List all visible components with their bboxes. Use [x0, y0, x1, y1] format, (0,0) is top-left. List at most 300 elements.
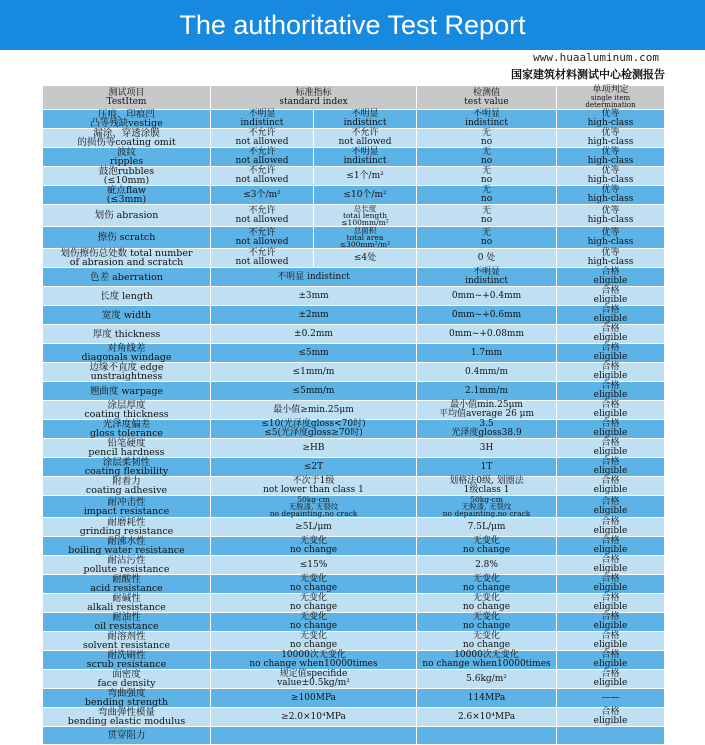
test-value-cell-line: 划格法0级, 划圈法 — [449, 476, 524, 486]
test-item-cell — [43, 325, 211, 344]
test-item-cell-line: 耐沸水性 — [107, 536, 146, 547]
test-value-cell-line: no change — [462, 583, 511, 593]
determination-cell — [557, 537, 665, 556]
test-item-cell — [43, 363, 211, 382]
determination-cell-line: 优等 — [601, 185, 620, 195]
test-item-cell-line: 擦伤 scratch — [97, 232, 156, 243]
test-item-cell-line: 压痕、印痕凹 — [97, 109, 155, 120]
test-value-cell — [417, 496, 557, 518]
test-value-cell-line: 无变化 — [473, 574, 501, 584]
test-value-cell-line: 5.6kg/m² — [466, 673, 507, 684]
standard-index-cell-line: 无变化 — [300, 536, 328, 546]
determination-cell-line: high-class — [587, 137, 634, 147]
test-value-cell-line: 不明显 — [473, 267, 501, 277]
standard-index-cell — [211, 227, 314, 249]
determination-cell-line: 合格 — [601, 457, 620, 467]
standard-index-cell — [211, 344, 417, 363]
table-row — [43, 363, 665, 382]
test-value-cell — [417, 287, 557, 306]
determination-cell — [557, 518, 665, 537]
determination-cell — [557, 148, 665, 167]
standard-index-cell — [314, 205, 417, 227]
standard-index-cell-line: 不允许 — [248, 248, 276, 258]
test-value-cell — [417, 613, 557, 632]
determination-cell-line: eligible — [593, 678, 628, 688]
determination-cell-line: eligible — [593, 716, 628, 726]
standard-index-cell-line: ≤100mm/m² — [341, 218, 389, 227]
determination-cell — [557, 401, 665, 420]
standard-index-cell-line: 无变化 — [300, 593, 328, 603]
standard-index-cell-line: 无变化 — [300, 612, 328, 622]
determination-cell-line: 合格 — [601, 381, 620, 391]
standard-index-cell-line: 不明显 indistinct — [277, 271, 350, 282]
table-row — [43, 439, 665, 458]
test-value-cell-line: 50kg·cm — [470, 495, 503, 504]
test-value-cell — [417, 727, 557, 745]
standard-index-cell — [211, 689, 417, 708]
test-value-cell-line: 无变化 — [473, 612, 501, 622]
test-item-cell — [43, 537, 211, 556]
test-value-cell-line: 10000次无变化 — [454, 650, 519, 660]
test-value-cell-line: 最小值min.25μm — [450, 400, 523, 410]
test-value-cell — [417, 325, 557, 344]
determination-cell-line: eligible — [593, 602, 628, 612]
test-item-cell-line: 铅笔硬度 — [107, 438, 146, 449]
test-value-cell-line: 光泽度gloss38.9 — [451, 428, 522, 438]
determination-cell — [557, 727, 665, 745]
test-item-cell-line: diagonals windage — [81, 352, 172, 363]
test-item-cell-line: 耐磨耗性 — [107, 517, 146, 528]
test-item-cell-line: scrub resistance — [86, 659, 167, 670]
standard-index-cell-line: not allowed — [235, 156, 289, 166]
report-title: The authoritative Test Report — [179, 10, 526, 40]
determination-cell-line: 合格 — [601, 305, 620, 315]
test-value-cell-line: 0 处 — [477, 252, 496, 263]
standard-index-cell-line: indistinct — [240, 118, 284, 128]
standard-index-cell-line: ≤2T — [303, 461, 324, 472]
test-item-cell-line: alkali resistance — [87, 602, 166, 613]
standard-index-cell — [211, 148, 314, 167]
table-row — [43, 344, 665, 363]
standard-index-cell-line: 50kg·cm — [297, 495, 330, 504]
standard-index-cell-line: 不允许 — [248, 227, 276, 238]
standard-index-cell — [211, 613, 417, 632]
test-item-cell-line: solvent resistance — [82, 640, 171, 651]
test-item-cell-line: 对角线差 — [107, 343, 146, 354]
test-item-cell — [43, 458, 211, 477]
test-item-cell-line: 耐洗刷性 — [107, 650, 146, 661]
standard-index-cell-line: no change — [289, 583, 338, 593]
table-row — [43, 420, 665, 439]
standard-index-cell — [314, 249, 417, 268]
test-value-cell-line: 7.5L/μm — [467, 521, 506, 532]
determination-cell-line: eligible — [593, 621, 628, 631]
test-value-cell — [417, 651, 557, 670]
test-item-cell-line: 波纹 — [116, 147, 136, 158]
test-item-cell-line: bending strength — [84, 697, 169, 708]
determination-cell-line: 优等 — [601, 128, 620, 138]
determination-cell-line: 合格 — [601, 343, 620, 353]
test-item-cell-line: 鼓泡rubbles — [98, 166, 155, 177]
determination-cell-line: eligible — [593, 526, 628, 536]
test-value-cell-line: no depainting,no crack — [442, 509, 531, 518]
table-row — [43, 670, 665, 689]
test-value-cell-line: 无变化 — [473, 536, 501, 546]
determination-cell-line: high-class — [587, 156, 634, 166]
table-row — [43, 148, 665, 167]
test-value-cell-line: 无变化 — [473, 631, 501, 641]
test-value-cell — [417, 306, 557, 325]
standard-index-cell — [211, 129, 314, 148]
standard-index-cell-line: not allowed — [235, 137, 289, 147]
standard-index-cell-line: ≤3个/m² — [243, 189, 281, 200]
table-row — [43, 594, 665, 613]
report-subtitle: 国家建筑材料测试中心检测报告 — [511, 68, 665, 81]
test-value-cell-line: 0mm~+0.6mm — [451, 309, 522, 320]
determination-cell-line: 合格 — [601, 612, 620, 622]
test-item-cell-line: coating flexibility — [84, 466, 169, 477]
determination-cell-line: 优等 — [601, 205, 620, 216]
test-value-cell-line: 0mm~+0.4mm — [451, 290, 522, 301]
table-row — [43, 556, 665, 575]
standard-index-cell-line: ≤1mm/m — [292, 366, 335, 377]
determination-cell-line: 合格 — [601, 631, 620, 641]
determination-cell — [557, 363, 665, 382]
determination-cell-line: eligible — [593, 659, 628, 669]
test-item-cell — [43, 496, 211, 518]
standard-index-cell — [211, 287, 417, 306]
standard-index-cell — [211, 205, 314, 227]
test-item-cell-line: grinding resistance — [79, 526, 174, 537]
test-value-cell-line: 3.5 — [479, 419, 494, 429]
standard-index-cell-line: 无变化 — [300, 574, 328, 584]
standard-index-cell — [211, 708, 417, 727]
standard-index-cell-line: no change — [289, 640, 338, 650]
table-row — [43, 167, 665, 186]
determination-cell-line: 合格 — [601, 419, 620, 429]
determination-cell — [557, 613, 665, 632]
test-value-cell — [417, 575, 557, 594]
table-row — [43, 632, 665, 651]
standard-index-cell-line: not allowed — [235, 214, 289, 225]
test-item-cell — [43, 689, 211, 708]
table-row — [43, 458, 665, 477]
test-value-cell — [417, 477, 557, 496]
test-value-cell-line: no change — [462, 602, 511, 612]
test-value-cell-line: no — [480, 236, 493, 247]
test-value-cell-line: indistinct — [465, 118, 508, 128]
table-header-row — [43, 86, 665, 110]
website-url[interactable]: www.huaaluminum.com — [533, 51, 659, 64]
test-item-cell-line: 宽度 width — [101, 309, 152, 321]
standard-index-cell — [211, 401, 417, 420]
standard-index-cell — [211, 325, 417, 344]
determination-cell-line: 合格 — [601, 593, 620, 603]
standard-index-cell — [211, 632, 417, 651]
determination-cell-line: eligible — [593, 314, 628, 324]
standard-index-cell-line: indistinct — [343, 118, 387, 128]
standard-index-cell-line: ≤1个/m² — [346, 170, 384, 181]
determination-cell-line: eligible — [593, 371, 628, 381]
standard-index-cell-line: ≤5mm/m — [292, 385, 335, 396]
test-report-table — [42, 85, 665, 745]
table-row — [43, 518, 665, 537]
determination-cell-line: 合格 — [601, 362, 620, 372]
standard-index-cell-line: ±2mm — [298, 309, 329, 320]
test-item-cell-line: 的损伤等coating omit — [77, 137, 176, 148]
table-row — [43, 325, 665, 344]
test-item-cell-line: pollute resistance — [83, 564, 170, 575]
table-body — [43, 110, 665, 745]
test-item-cell — [43, 420, 211, 439]
determination-cell — [557, 439, 665, 458]
standard-index-cell-line: 不明显 — [351, 109, 379, 119]
standard-index-cell — [211, 727, 417, 745]
test-value-cell-line: 无 — [482, 185, 492, 195]
test-value-cell — [417, 632, 557, 651]
standard-index-cell — [211, 594, 417, 613]
standard-index-cell-line: ≥2.0×10⁴MPa — [281, 711, 346, 722]
test-item-cell-line: coating thickness — [84, 409, 169, 420]
determination-cell — [557, 575, 665, 594]
determination-cell-line: 合格 — [601, 555, 620, 565]
standard-index-cell — [314, 148, 417, 167]
determination-cell-line: 合格 — [601, 650, 620, 660]
determination-cell — [557, 249, 665, 268]
determination-cell-line: eligible — [593, 640, 628, 650]
standard-index-cell-line: not allowed — [235, 236, 289, 247]
table-row — [43, 651, 665, 670]
standard-index-cell — [211, 306, 417, 325]
test-value-cell-line: 无 — [482, 147, 492, 157]
test-value-cell-line: 1T — [480, 461, 493, 472]
test-item-cell — [43, 306, 211, 325]
determination-cell-line: 合格 — [601, 400, 620, 410]
determination-cell-line: eligible — [593, 428, 628, 438]
test-value-cell — [417, 439, 557, 458]
test-item-cell-line: 附着力 — [112, 476, 141, 487]
determination-cell-line: eligible — [593, 295, 628, 305]
test-value-cell-line: 无 — [482, 166, 492, 176]
header-test-item: 测试项目 TestItem — [43, 86, 211, 110]
test-value-cell-line: 0mm~+0.08mm — [449, 328, 524, 339]
determination-cell-line: 合格 — [601, 476, 620, 486]
determination-cell-line: —— — [601, 692, 620, 703]
standard-index-cell-line: 最小值≥min.25μm — [273, 404, 354, 415]
determination-cell — [557, 344, 665, 363]
standard-index-cell — [211, 167, 314, 186]
test-value-cell-line: no change when10000times — [422, 659, 551, 669]
determination-cell-line: high-class — [587, 236, 634, 247]
test-item-cell — [43, 249, 211, 268]
test-item-cell-line: 疵点flaw — [106, 185, 147, 196]
standard-index-cell-line: indistinct — [343, 156, 387, 166]
standard-index-cell-line: 不次于1级 — [292, 476, 335, 486]
test-item-cell — [43, 651, 211, 670]
standard-index-cell — [211, 458, 417, 477]
standard-index-cell-line: total length — [342, 211, 388, 220]
table-row — [43, 382, 665, 401]
test-value-cell-line: no — [480, 214, 493, 225]
determination-cell-line: high-class — [587, 175, 634, 185]
test-value-cell — [417, 227, 557, 249]
determination-cell-line: 合格 — [601, 536, 620, 546]
table-row — [43, 537, 665, 556]
test-item-cell-line: 划伤擦伤总处数 total number — [60, 248, 193, 259]
test-value-cell-line: 2.1mm/m — [465, 385, 508, 396]
determination-cell-line: 优等 — [601, 109, 620, 119]
determination-cell-line: 优等 — [601, 147, 620, 157]
test-item-cell-line: 弯曲弹性模量 — [97, 707, 155, 718]
determination-cell-line: eligible — [593, 583, 628, 593]
standard-index-cell-line: ≤5(光泽度gloss≥70时) — [264, 428, 363, 438]
standard-index-cell-line: 规定值specifide — [279, 669, 348, 679]
test-item-cell — [43, 727, 211, 745]
determination-cell-line: 优等 — [601, 248, 620, 258]
determination-cell-line: 优等 — [601, 227, 620, 238]
standard-index-cell — [211, 382, 417, 401]
test-value-cell — [417, 249, 557, 268]
test-value-cell-line: no change — [462, 621, 511, 631]
test-item-cell-line: pencil hardness — [88, 447, 165, 458]
standard-index-cell-line: ≤10个/m² — [343, 189, 387, 200]
test-item-cell-line: 贯穿阻力 — [107, 730, 146, 741]
test-item-cell-line: (≤10mm) — [103, 175, 150, 186]
determination-cell — [557, 632, 665, 651]
standard-index-cell — [314, 129, 417, 148]
test-item-cell-line: 耐沾污性 — [107, 555, 146, 566]
test-value-cell — [417, 708, 557, 727]
test-item-cell — [43, 344, 211, 363]
test-value-cell — [417, 186, 557, 205]
table-row — [43, 613, 665, 632]
test-value-cell — [417, 689, 557, 708]
table-row — [43, 477, 665, 496]
determination-cell-line: 优等 — [601, 166, 620, 176]
determination-cell-line: eligible — [593, 447, 628, 457]
standard-index-cell-line: 不明显 — [248, 109, 276, 119]
test-item-cell — [43, 518, 211, 537]
table-row — [43, 110, 665, 129]
table-row — [43, 268, 665, 287]
standard-index-cell — [211, 670, 417, 689]
test-value-cell — [417, 148, 557, 167]
test-value-cell-line: no — [480, 137, 493, 147]
determination-cell-line: high-class — [587, 257, 634, 267]
standard-index-cell-line: ≤5mm — [298, 347, 329, 358]
standard-index-cell — [211, 186, 314, 205]
standard-index-cell-line: 不允许 — [248, 166, 276, 176]
test-value-cell-line: 无 — [482, 227, 492, 238]
determination-cell — [557, 268, 665, 287]
standard-index-cell — [211, 477, 417, 496]
test-value-cell — [417, 556, 557, 575]
test-item-cell-line: (≤3mm) — [106, 194, 147, 205]
test-value-cell-line: no change — [462, 640, 511, 650]
test-item-cell — [43, 268, 211, 287]
test-item-cell — [43, 439, 211, 458]
standard-index-cell — [211, 575, 417, 594]
test-item-cell — [43, 575, 211, 594]
test-item-cell-line: unstraightness — [90, 371, 163, 382]
test-item-cell — [43, 670, 211, 689]
header-test-value: 检测值 test value — [417, 86, 557, 110]
standard-index-cell — [211, 651, 417, 670]
determination-cell-line: 合格 — [601, 707, 620, 717]
standard-index-cell-line: 10000次无变化 — [281, 650, 346, 660]
test-value-cell — [417, 458, 557, 477]
table-row — [43, 186, 665, 205]
test-item-cell-line: ripples — [109, 156, 144, 167]
test-item-cell — [43, 205, 211, 227]
test-item-cell-line: 面密度 — [112, 669, 141, 680]
test-item-cell-line: 耐碱性 — [112, 593, 141, 604]
determination-cell-line: 合格 — [601, 324, 620, 334]
standard-index-cell — [211, 496, 417, 518]
test-item-cell-line: 耐溶剂性 — [107, 631, 146, 642]
test-item-cell-line: 划伤 abrasion — [94, 210, 159, 221]
determination-cell — [557, 110, 665, 129]
test-value-cell — [417, 401, 557, 420]
standard-index-cell — [211, 110, 314, 129]
determination-cell-line: eligible — [593, 485, 628, 495]
test-value-cell-line: 2.6×10⁴MPa — [457, 711, 516, 722]
test-value-cell-line: 无变化 — [473, 593, 501, 603]
report-title-banner — [0, 0, 705, 50]
standard-index-cell-line: ≥100MPa — [291, 692, 336, 703]
test-value-cell-line: 无 — [482, 128, 492, 138]
test-value-cell-line: no change — [462, 545, 511, 555]
standard-index-cell-line: 不允许 — [248, 128, 276, 138]
determination-cell — [557, 306, 665, 325]
determination-cell-line: eligible — [593, 545, 628, 555]
determination-cell-line: eligible — [593, 390, 628, 400]
determination-cell — [557, 129, 665, 148]
standard-index-cell-line: not lower than class 1 — [263, 485, 364, 495]
determination-cell — [557, 670, 665, 689]
standard-index-cell-line: ≥5L/μm — [295, 521, 332, 532]
standard-index-cell-line: ≤300mm²/m² — [339, 240, 391, 249]
test-item-cell-line: 涂层柔韧性 — [102, 457, 151, 468]
table-row — [43, 306, 665, 325]
test-item-cell — [43, 708, 211, 727]
table-row — [43, 227, 665, 249]
determination-cell-line: eligible — [593, 466, 628, 476]
test-item-cell — [43, 129, 211, 148]
standard-index-cell-line: ±0.2mm — [294, 328, 333, 339]
test-item-cell-line: acid resistance — [90, 583, 163, 594]
table-row — [43, 401, 665, 420]
determination-cell — [557, 227, 665, 249]
standard-index-cell-line: not allowed — [235, 257, 289, 267]
standard-index-cell — [314, 227, 417, 249]
test-item-cell-line: 凸等残缺vestige — [90, 118, 163, 129]
table-row — [43, 708, 665, 727]
test-item-cell — [43, 613, 211, 632]
test-value-cell-line: 2.8% — [475, 559, 498, 570]
determination-cell — [557, 205, 665, 227]
determination-cell — [557, 594, 665, 613]
test-item-cell — [43, 401, 211, 420]
test-item-cell-line: 弯曲强度 — [107, 688, 146, 699]
determination-cell-line: high-class — [587, 118, 634, 128]
standard-index-cell — [314, 110, 417, 129]
test-value-cell-line: 1.7mm — [470, 347, 503, 358]
determination-cell-line: eligible — [593, 333, 628, 343]
test-value-cell — [417, 420, 557, 439]
standard-index-cell-line: no change — [289, 602, 338, 612]
test-value-cell-line: 无脱漆, 无裂纹 — [461, 502, 512, 511]
